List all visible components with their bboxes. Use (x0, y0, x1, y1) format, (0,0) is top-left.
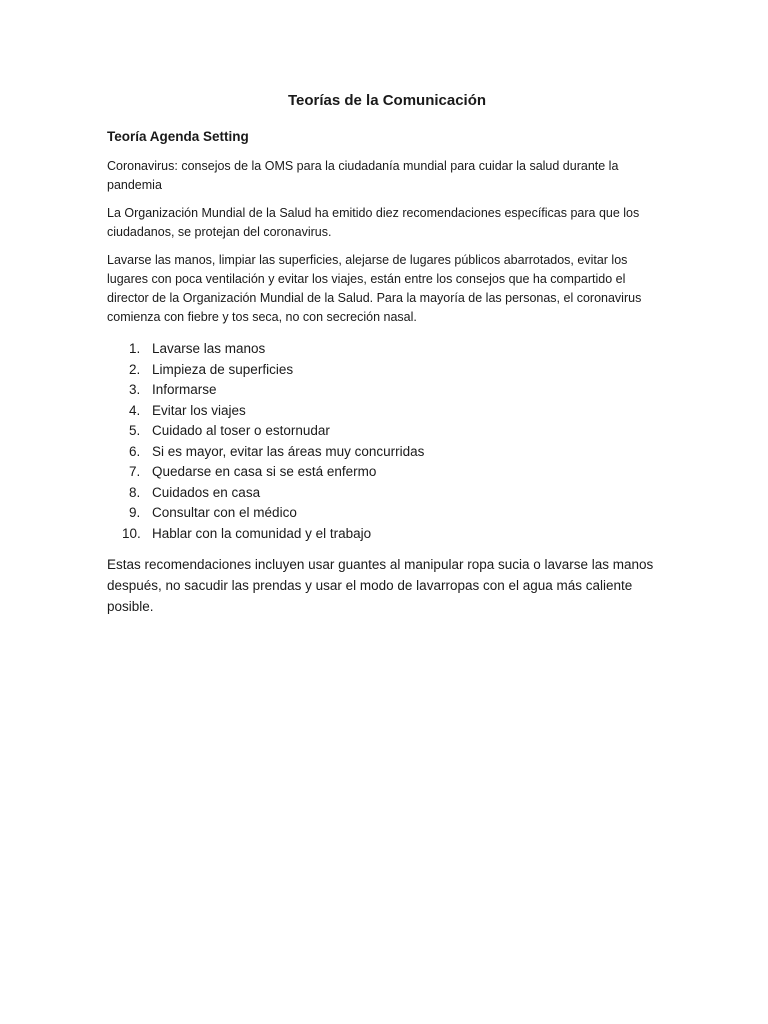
list-item (107, 524, 667, 545)
list-number: 9. (129, 505, 141, 520)
list-item (107, 442, 667, 463)
paragraph-advice: Lavarse las manos, limpiar las superficies, alejarse de lugares públicos abarrotados, evitar los lugares con poca ventilación y evitar los viajes, están entre los consejos que ha compartido el director de la Organización Mundial de la Salud. Para la mayoría de las personas, el coronavirus comienza con fiebre y tos seca, no con secreción nasal. (107, 253, 642, 324)
list-text: Hablar con la comunidad y el trabajo (152, 525, 372, 541)
list-text: Limpieza de superficies (152, 361, 294, 377)
list-number: 3. (129, 382, 141, 397)
paragraph-closing: Estas recomendaciones incluyen usar guantes al manipular ropa sucia o lavarse las manos después, no sacudir las prendas y usar el modo de lavarropas con el agua más caliente posible. (107, 557, 654, 614)
list-number: 4. (129, 402, 141, 418)
recommendations-list (107, 339, 667, 544)
list-number: 10. (122, 525, 141, 541)
list-text: Si es mayor, evitar las áreas muy concurridas (152, 443, 425, 459)
list-item (107, 360, 667, 381)
list-item (107, 462, 667, 483)
list-number: 2. (129, 361, 141, 377)
list-number: 5. (129, 423, 141, 438)
paragraph-headline: Coronavirus: consejos de la OMS para la ciudadanía mundial para cuidar la salud durante la pandemia (107, 159, 619, 192)
list-text: Cuidado al toser o estornudar (152, 423, 330, 438)
list-item (107, 483, 667, 504)
section-subtitle: Teoría Agenda Setting (107, 129, 249, 144)
list-item (107, 503, 667, 524)
list-number: 8. (129, 484, 141, 500)
list-number: 7. (129, 464, 141, 479)
list-item (107, 339, 667, 360)
paragraph-intro: La Organización Mundial de la Salud ha emitido diez recomendaciones específicas para que los ciudadanos, se protejan del coronavirus. (107, 206, 640, 239)
list-item (107, 380, 667, 401)
list-text: Lavarse las manos (152, 341, 266, 356)
list-number: 1. (129, 341, 141, 356)
document-page (107, 92, 667, 617)
list-text: Cuidados en casa (152, 484, 261, 500)
list-text: Quedarse en casa si se está enfermo (152, 464, 377, 479)
list-number: 6. (129, 443, 141, 459)
list-item (107, 401, 667, 422)
list-text: Evitar los viajes (152, 402, 246, 418)
list-item (107, 421, 667, 442)
list-text: Informarse (152, 382, 217, 397)
document-title: Teorías de la Comunicación (287, 92, 487, 109)
list-text: Consultar con el médico (152, 505, 297, 520)
